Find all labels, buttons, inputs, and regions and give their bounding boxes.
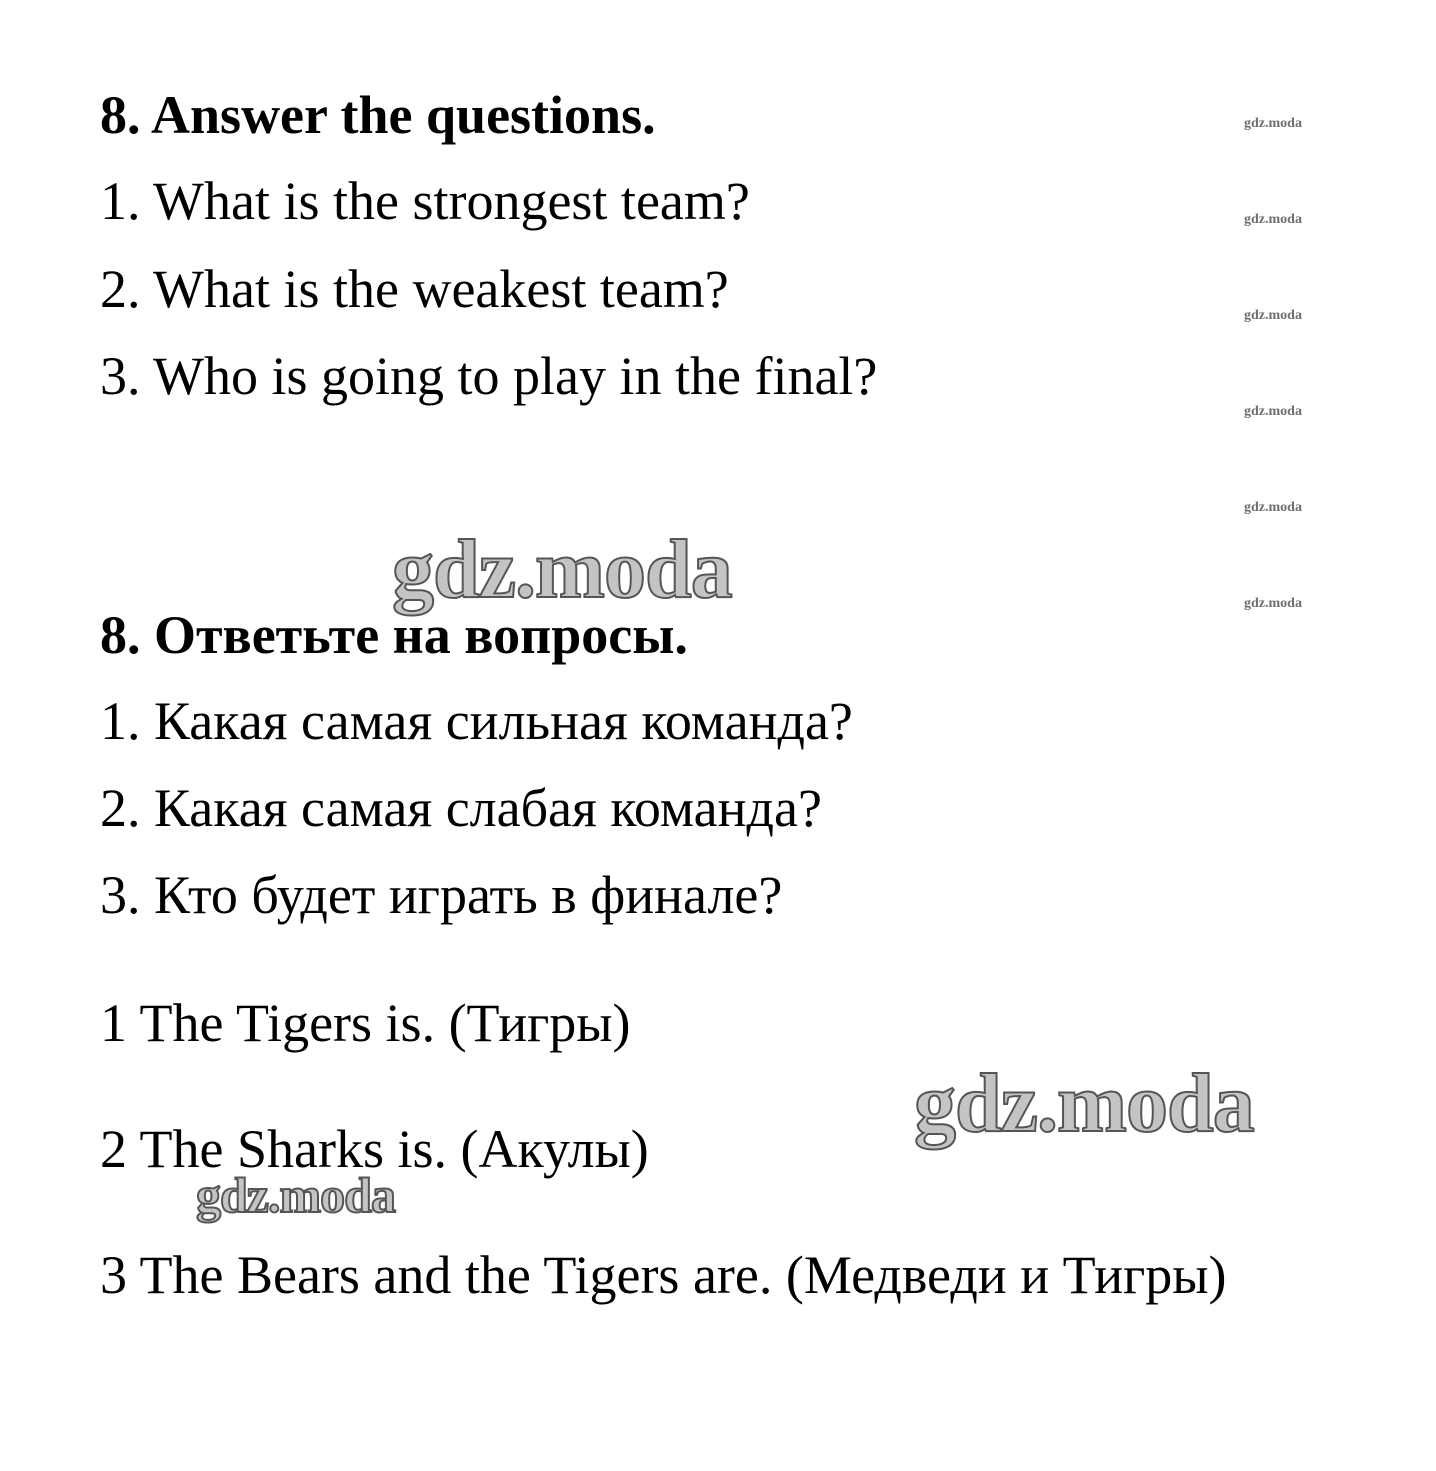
russian-question-1: 1. Какая самая сильная команда? — [100, 691, 853, 751]
watermark-small: gdz.moda — [1244, 596, 1302, 611]
watermark-small: gdz.moda — [1244, 404, 1302, 419]
watermark-small: gdz.moda — [1244, 212, 1302, 227]
watermark-small: gdz.moda — [1244, 308, 1302, 323]
russian-heading: 8. Ответьте на вопросы. — [100, 605, 688, 665]
english-heading: 8. Answer the questions. — [100, 85, 656, 145]
answer-1: 1 The Tigers is. (Тигры) — [100, 993, 631, 1053]
watermark-small: gdz.moda — [1244, 500, 1302, 515]
russian-question-3: 3. Кто будет играть в финале? — [100, 865, 783, 925]
english-question-1: 1. What is the strongest team? — [100, 171, 750, 231]
answer-2: 2 The Sharks is. (Акулы) — [100, 1119, 649, 1179]
english-question-2: 2. What is the weakest team? — [100, 259, 729, 319]
watermark-large: gdz.moda — [196, 1167, 395, 1223]
watermark-large: gdz.moda — [392, 523, 732, 616]
english-question-3: 3. Who is going to play in the final? — [100, 346, 878, 406]
watermark-large: gdz.moda — [914, 1057, 1254, 1150]
answer-3: 3 The Bears and the Tigers are. (Медведи и Тигры) — [100, 1245, 1227, 1305]
watermark-small: gdz.moda — [1244, 116, 1302, 131]
russian-question-2: 2. Какая самая слабая команда? — [100, 778, 822, 838]
